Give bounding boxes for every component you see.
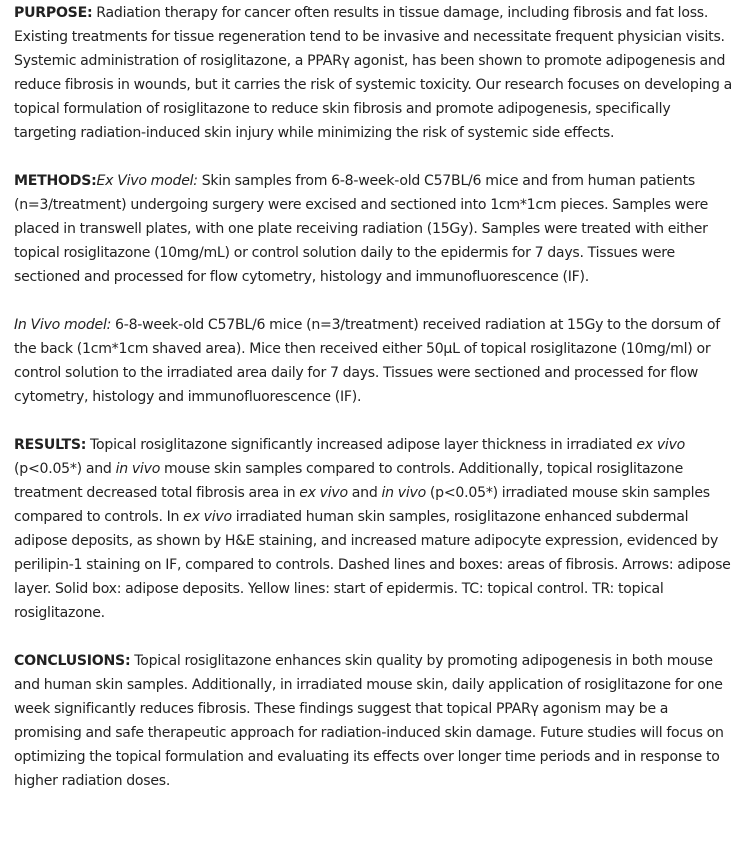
conclusions-paragraph	[14, 649, 736, 793]
results-italic-3: ex vivo	[299, 485, 348, 501]
results-italic-4: in vivo	[381, 485, 426, 501]
results-text-1: Topical rosiglitazone significantly increased adipose layer thickness in irradiated	[86, 437, 637, 453]
results-italic-1: ex vivo	[636, 437, 686, 453]
methods-in-vivo-paragraph	[14, 313, 736, 409]
results-paragraph	[14, 433, 736, 625]
purpose-paragraph	[14, 1, 736, 145]
results-italic-5: ex vivo	[183, 509, 232, 525]
in-vivo-model-text: 6-8-week-old C57BL/6 mice (n=3/treatment) received radiation at 15Gy to the dorsum of the back (1cm*1cm shaved area). Mice then received either 50μL of topical rosiglitazone (10mg/ml) or control solution to the irradiated area daily for 7 days. Tissues were sectioned and processed for flow cytometry, histology and immunofluorescence (IF).	[14, 317, 720, 405]
results-label: RESULTS:	[14, 437, 87, 453]
results-text-4: and	[347, 485, 382, 501]
methods-label: METHODS:	[14, 173, 97, 189]
results-text-5: (p<0.05*) irradiated mouse skin samples compared to controls. In	[14, 485, 710, 525]
results-italic-2: in vivo	[115, 461, 161, 477]
purpose-label: PURPOSE:	[14, 5, 93, 21]
results-text-3: mouse skin samples compared to controls. Additionally, topical rosiglitazone treatment decreased total fibrosis area in	[14, 461, 684, 501]
ex-vivo-model-title: Ex Vivo model:	[96, 173, 198, 189]
results-text-6: irradiated human skin samples, rosiglitazone enhanced subdermal adipose deposits, as shown by H&E staining, and increased mature adipocyte expression, evidenced by perilipin-1 staining on IF, compared to controls. Dashed lines and boxes: areas of fibrosis. Arrows: adipose layer. Solid box: adipose deposits. Yellow lines: start of epidermis. TC: topical control. TR: topical rosiglitazone.	[14, 509, 731, 621]
abstract-document	[14, 1, 736, 817]
ex-vivo-model-text: Skin samples from 6-8-week-old C57BL/6 mice and from human patients (n=3/treatment) undergoing surgery were excised and sectioned into 1cm*1cm pieces. Samples were placed in transwell plates, with one plate receiving radiation (15Gy). Samples were treated with either topical rosiglitazone (10mg/mL) or control solution daily to the epidermis for 7 days. Tissues were sectioned and processed for flow cytometry, histology and immunofluorescence (IF).	[14, 173, 708, 285]
in-vivo-model-title: In Vivo model:	[14, 317, 112, 333]
methods-ex-vivo-paragraph	[14, 169, 736, 289]
purpose-text: Radiation therapy for cancer often results in tissue damage, including fibrosis and fat loss. Existing treatments for tissue regeneration tend to be invasive and necessitate frequent physician visits. Systemic administration of rosiglitazone, a PPARγ agonist, has been shown to promote adipogenesis and reduce fibrosis in wounds, but it carries the risk of systemic toxicity. Our research focuses on developing a topical formulation of rosiglitazone to reduce skin fibrosis and promote adipogenesis, specifically targeting radiation-induced skin injury while minimizing the risk of systemic side effects.	[14, 5, 732, 141]
conclusions-text: Topical rosiglitazone enhances skin quality by promoting adipogenesis in both mouse and human skin samples. Additionally, in irradiated mouse skin, daily application of rosiglitazone for one week significantly reduces fibrosis. These findings suggest that topical PPARγ agonism may be a promising and safe therapeutic approach for radiation-induced skin damage. Future studies will focus on optimizing the topical formulation and evaluating its effects over longer time periods and in response to higher radiation doses.	[14, 653, 724, 789]
results-text-2: (p<0.05*) and	[14, 461, 116, 477]
conclusions-label: CONCLUSIONS:	[14, 653, 131, 669]
